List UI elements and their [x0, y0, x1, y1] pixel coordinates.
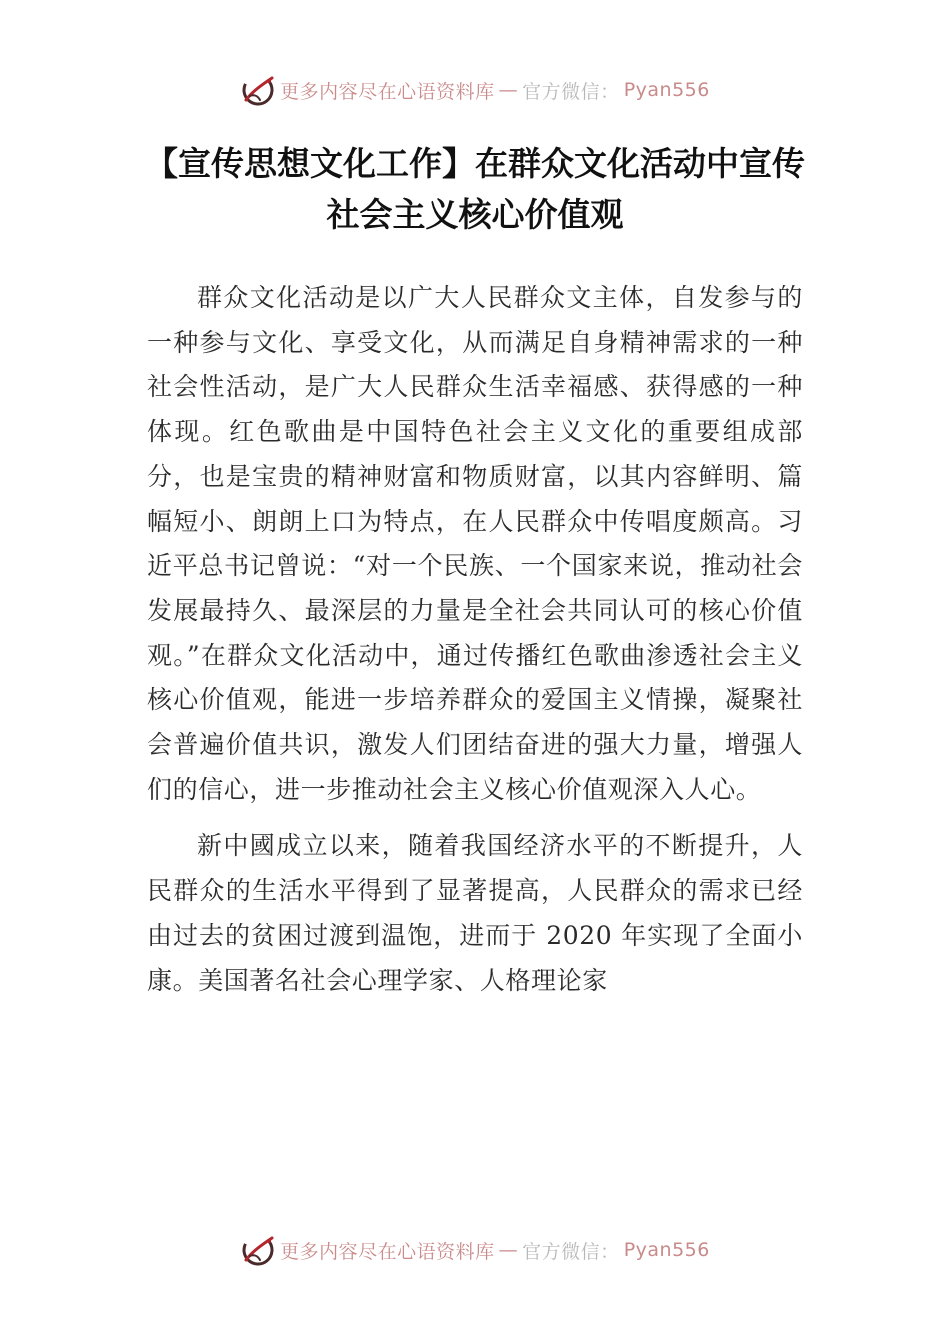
document-body [147, 276, 803, 1015]
brand-text: 更多内容尽在心语资料库 [280, 80, 495, 103]
brand-separator: — [498, 1239, 519, 1261]
brand-separator: — [498, 79, 519, 101]
title-line-2: 社会主义核心价值观 [326, 195, 624, 234]
footer-watermark [0, 1232, 950, 1268]
paragraph-1: 群众文化活动是以广大人民群众文主体，自发参与的一种参与文化、享受文化，从而满足自身精神需求的一种社会性活动，是广大人民群众生活幸福感、获得感的一种体现。红色歌曲是中国特色社会主义文化的重要组成部分，也是宝贵的精神财富和物质财富，以其内容鲜明、篇幅短小、朗朗上口为特点，在人民群众中传唱度颇高。习近平总书记曾说：“对一个民族、一个国家来说，推动社会发展最持久、最深层的力量是全社会共同认可的核心价值观。”在群众文化活动中，通过传播红色歌曲渗透社会主义核心价值观，能进一步培养群众的爱国主义情操，凝聚社会普遍价值共识，激发人们团结奋进的强大力量，增强人们的信心，进一步推动社会主义核心价值观深入人心。 [147, 283, 803, 804]
header-watermark [0, 72, 950, 108]
wechat-label: 官方微信： [522, 80, 620, 103]
title-line-1: 【宣传思想文化工作】在群众文化活动中宣传 [145, 144, 805, 183]
document-title [110, 138, 840, 240]
brush-logo-icon [240, 72, 276, 108]
paragraph-2: 新中國成立以来，随着我国经济水平的不断提升，人民群众的生活水平得到了显著提高，人民群众的需求已经由过去的贫困过渡到温饱，进而于 2020 年实现了全面小康。美国著名社会心理学家、人格理论家 [147, 831, 803, 995]
brush-logo-icon [240, 1232, 276, 1268]
brand-text: 更多内容尽在心语资料库 [280, 1240, 495, 1263]
wechat-label: 官方微信： [522, 1240, 620, 1263]
wechat-id: Pyan556 [623, 1239, 710, 1261]
wechat-id: Pyan556 [623, 79, 710, 101]
